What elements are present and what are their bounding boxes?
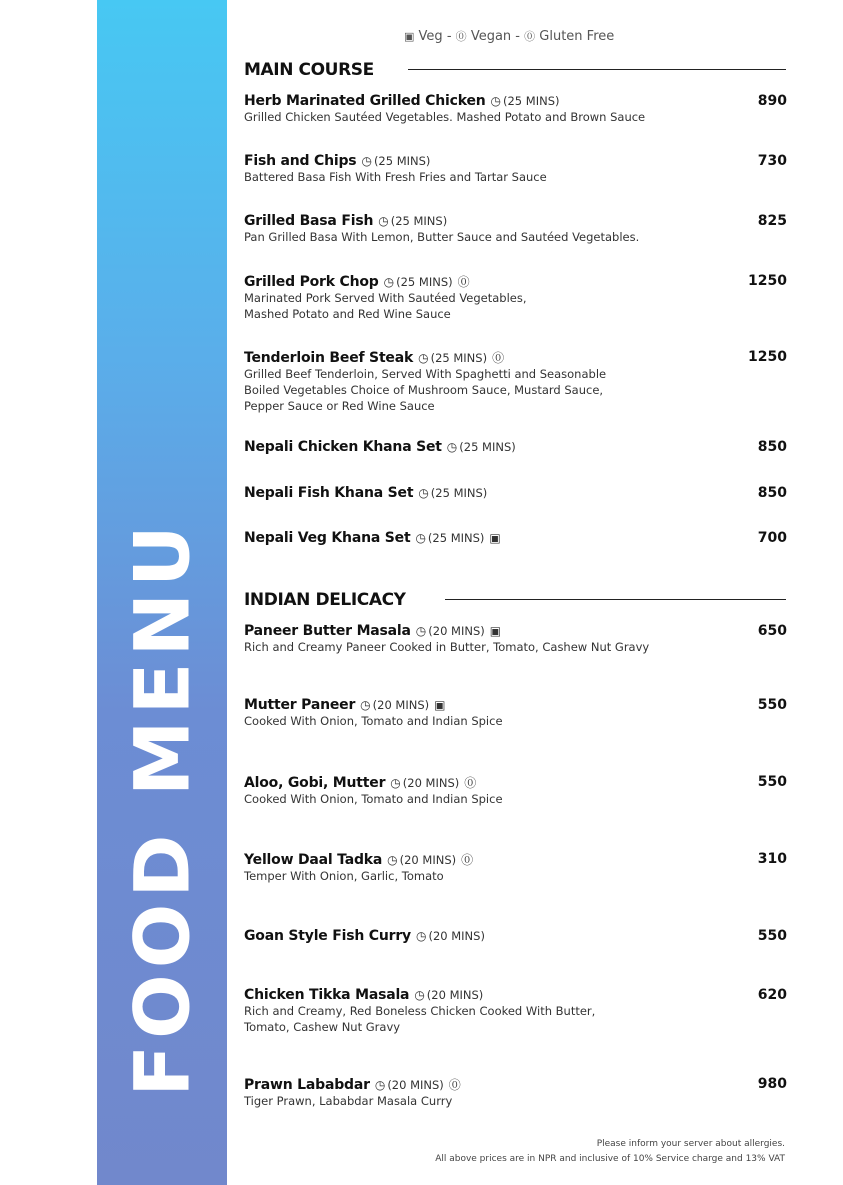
prep-time xyxy=(390,776,459,790)
item-name: Herb Marinated Grilled Chicken xyxy=(244,93,486,109)
gluten-free-icon: ⓪ xyxy=(461,853,474,867)
prep-time-label: (25 MINS) xyxy=(427,531,485,545)
prep-time-label: (25 MINS) xyxy=(390,214,448,228)
menu-item xyxy=(244,851,787,884)
item-name: Nepali Fish Khana Set xyxy=(244,485,414,501)
item-name: Chicken Tikka Masala xyxy=(244,987,410,1003)
prep-time xyxy=(361,154,430,168)
legend-gluten-free: Gluten Free xyxy=(539,29,615,44)
item-description: Rich and Creamy, Red Boneless Chicken Cooked With Butter, xyxy=(244,1004,596,1018)
prep-time xyxy=(387,853,456,867)
diet-legend: ▣ Veg - ⓪ Vegan - ⓪ Gluten Free xyxy=(404,29,615,44)
prep-time xyxy=(378,214,447,228)
footer-notes xyxy=(285,1137,785,1167)
clock-icon: ◷ xyxy=(415,531,426,545)
prep-time-label: (25 MINS) xyxy=(373,154,431,168)
clock-icon: ◷ xyxy=(415,624,427,638)
vegan-icon: ⓪ xyxy=(455,30,467,43)
item-description: Temper With Onion, Garlic, Tomato xyxy=(244,869,444,883)
allergy-note: Please inform your server about allergies. xyxy=(596,1139,785,1149)
menu-item xyxy=(244,213,787,245)
menu-item xyxy=(244,485,787,501)
item-price: 620 xyxy=(757,987,787,1003)
clock-icon: ◷ xyxy=(378,214,389,228)
item-name: Prawn Lababdar xyxy=(244,1077,370,1093)
legend-vegan: Vegan xyxy=(470,29,512,44)
item-name: Aloo, Gobi, Mutter xyxy=(244,775,386,791)
prep-time xyxy=(414,988,483,1002)
prep-time xyxy=(360,698,429,712)
item-description: Mashed Potato and Red Wine Sauce xyxy=(244,307,451,321)
item-name: Grilled Pork Chop xyxy=(244,274,379,290)
item-price: 550 xyxy=(757,774,787,790)
prep-time xyxy=(416,624,485,638)
item-description: Tiger Prawn, Lababdar Masala Curry xyxy=(244,1094,453,1108)
item-price: 730 xyxy=(757,153,787,169)
clock-icon: ◷ xyxy=(415,929,427,943)
item-description: Cooked With Onion, Tomato and Indian Spice xyxy=(244,714,503,728)
item-price: 825 xyxy=(757,213,787,229)
item-name: Paneer Butter Masala xyxy=(244,623,411,639)
prep-time xyxy=(384,275,453,289)
item-price: 550 xyxy=(757,928,787,944)
item-price: 700 xyxy=(757,530,787,546)
menu-item xyxy=(244,774,787,807)
section-title: MAIN COURSE xyxy=(244,60,374,80)
prep-time-label: (20 MINS) xyxy=(402,776,460,790)
veg-icon: ▣ xyxy=(489,531,501,545)
prep-time-label: (25 MINS) xyxy=(503,94,560,108)
prep-time-label: (25 MINS) xyxy=(430,486,488,500)
menu-item xyxy=(244,623,787,655)
item-description: Grilled Chicken Sautéed Vegetables. Mashed Potato and Brown Sauce xyxy=(244,110,646,124)
item-name: Fish and Chips xyxy=(244,153,357,169)
clock-icon: ◷ xyxy=(390,776,401,790)
item-price: 1250 xyxy=(748,273,787,289)
item-name: Tenderloin Beef Steak xyxy=(244,350,414,366)
prep-time-label: (20 MINS) xyxy=(426,988,484,1002)
clock-icon: ◷ xyxy=(374,1078,386,1092)
prep-time xyxy=(415,531,484,545)
item-description: Pepper Sauce or Red Wine Sauce xyxy=(244,399,435,413)
menu-item xyxy=(244,349,787,414)
section-indian-delicacy xyxy=(244,588,406,612)
item-name: Goan Style Fish Curry xyxy=(244,928,411,944)
item-description: Boiled Vegetables Choice of Mushroom Sauce, Mustard Sauce, xyxy=(244,383,604,397)
menu-item xyxy=(244,93,787,125)
clock-icon: ◷ xyxy=(383,275,395,289)
prep-time xyxy=(418,351,487,365)
item-price: 310 xyxy=(757,851,787,867)
menu-item xyxy=(244,1076,787,1109)
prep-time xyxy=(416,929,485,943)
price-note: All above prices are in NPR and inclusive of 10% Service charge and 13% VAT xyxy=(435,1154,785,1164)
gluten-free-icon: ⓪ xyxy=(464,776,477,790)
menu-item xyxy=(244,697,787,729)
prep-time-label: (25 MINS) xyxy=(459,440,516,454)
section-title: INDIAN DELICACY xyxy=(244,590,406,610)
veg-icon: ▣ xyxy=(489,624,502,638)
menu-item xyxy=(244,153,787,185)
clock-icon: ◷ xyxy=(361,154,372,168)
item-name: Mutter Paneer xyxy=(244,697,356,713)
gluten-free-icon: ⓪ xyxy=(457,275,470,289)
item-description: Pan Grilled Basa With Lemon, Butter Sauce and Sautéed Vegetables. xyxy=(244,230,640,244)
item-price: 1250 xyxy=(748,349,787,365)
clock-icon: ◷ xyxy=(490,94,501,108)
prep-time-label: (20 MINS) xyxy=(372,698,430,712)
prep-time xyxy=(491,94,560,108)
prep-time-label: (25 MINS) xyxy=(430,351,488,365)
prep-time-label: (25 MINS) xyxy=(396,275,453,289)
item-description: Tomato, Cashew Nut Gravy xyxy=(244,1020,401,1034)
section-main-course xyxy=(244,58,374,82)
item-price: 980 xyxy=(757,1076,787,1092)
item-name: Nepali Veg Khana Set xyxy=(244,530,411,546)
item-price: 850 xyxy=(757,485,787,501)
gluten-free-icon: ⓪ xyxy=(492,351,505,365)
item-name: Nepali Chicken Khana Set xyxy=(244,439,442,455)
menu-item xyxy=(244,987,787,1035)
clock-icon: ◷ xyxy=(360,698,371,712)
gluten-free-icon: ⓪ xyxy=(524,30,536,43)
prep-time-label: (20 MINS) xyxy=(387,1078,444,1092)
menu-item xyxy=(244,530,787,546)
item-price: 850 xyxy=(757,439,787,455)
item-price: 650 xyxy=(757,623,787,639)
item-price: 550 xyxy=(757,697,787,713)
section-divider xyxy=(408,69,786,70)
clock-icon: ◷ xyxy=(414,988,425,1002)
item-description: Marinated Pork Served With Sautéed Vegetables, xyxy=(244,291,527,305)
prep-time-label: (20 MINS) xyxy=(428,929,485,943)
prep-time xyxy=(447,440,516,454)
veg-icon: ▣ xyxy=(404,30,415,43)
item-description: Battered Basa Fish With Fresh Fries and Tartar Sauce xyxy=(244,170,547,184)
item-price: 890 xyxy=(757,93,787,109)
menu-item xyxy=(244,273,787,322)
section-divider xyxy=(445,599,786,600)
item-description: Rich and Creamy Paneer Cooked in Butter, Tomato, Cashew Nut Gravy xyxy=(244,640,650,654)
prep-time-label: (20 MINS) xyxy=(399,853,457,867)
clock-icon: ◷ xyxy=(387,853,398,867)
clock-icon: ◷ xyxy=(418,351,429,365)
item-name: Yellow Daal Tadka xyxy=(244,852,383,868)
item-description: Cooked With Onion, Tomato and Indian Spice xyxy=(244,792,503,806)
veg-icon: ▣ xyxy=(434,698,446,712)
sidebar-title: FOOD MENU xyxy=(117,519,207,1097)
legend-veg: Veg xyxy=(418,29,443,44)
menu-item xyxy=(244,439,787,455)
menu-item xyxy=(244,928,787,944)
prep-time xyxy=(418,486,487,500)
prep-time-label: (20 MINS) xyxy=(428,624,485,638)
clock-icon: ◷ xyxy=(446,440,458,454)
item-name: Grilled Basa Fish xyxy=(244,213,374,229)
item-description: Grilled Beef Tenderloin, Served With Spaghetti and Seasonable xyxy=(244,367,607,381)
prep-time xyxy=(375,1078,444,1092)
gluten-free-icon: ⓪ xyxy=(448,1078,461,1092)
clock-icon: ◷ xyxy=(418,486,429,500)
